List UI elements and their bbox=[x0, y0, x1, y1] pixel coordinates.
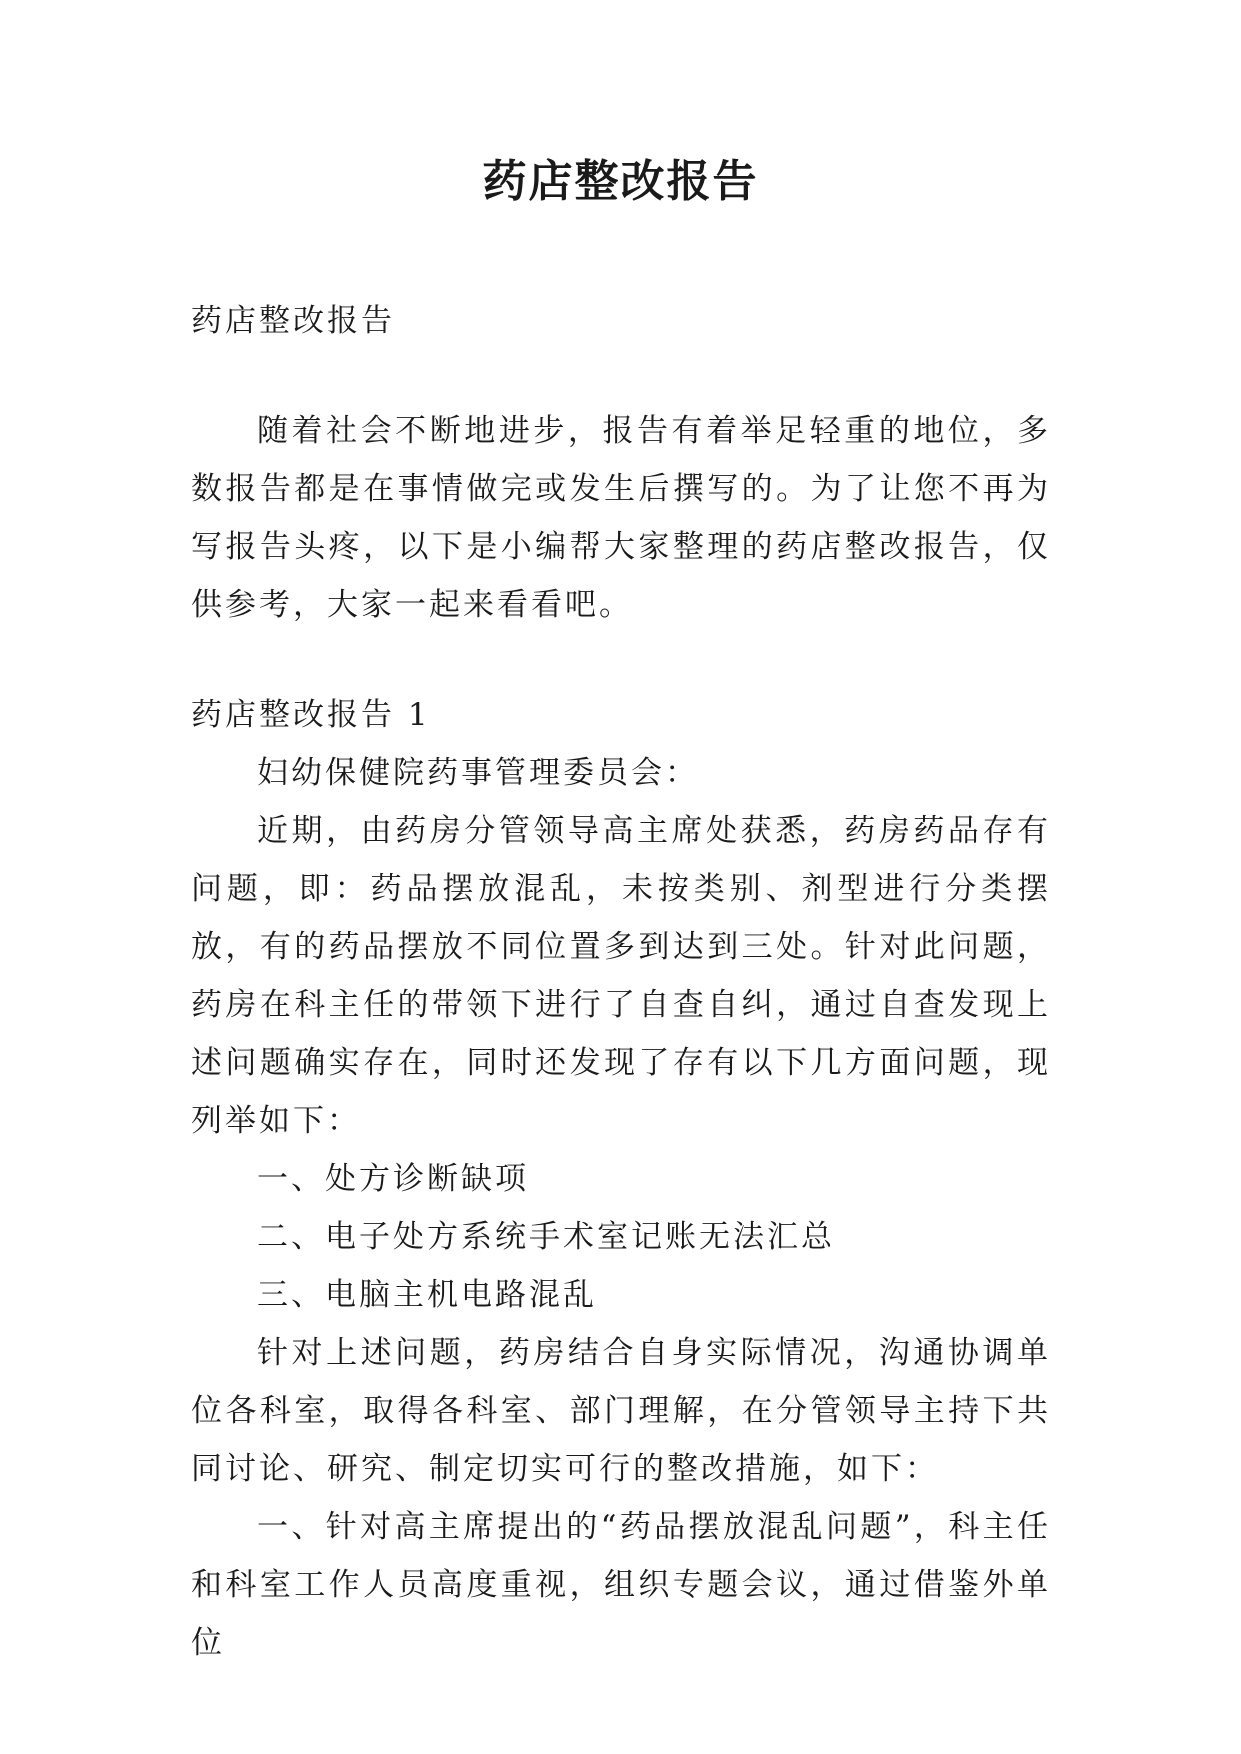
document-title: 药店整改报告 bbox=[482, 156, 759, 207]
section-heading: 药店整改报告 1 bbox=[191, 697, 431, 733]
document-subtitle: 药店整改报告 bbox=[191, 303, 395, 339]
body-paragraph: 针对上述问题，药房结合自身实际情况，沟通协调单位各科室，取得各科室、部门理解，在分管领导主持下共同讨论、研究、制定切实可行的整改措施，如下： bbox=[191, 1335, 1051, 1487]
body-paragraph: 一、针对高主席提出的“药品摆放混乱问题”，科主任和科室工作人员高度重视，组织专题会议，通过借鉴外单位 bbox=[191, 1509, 1051, 1661]
list-item: 三、电脑主机电路混乱 bbox=[257, 1277, 597, 1313]
document-body bbox=[191, 292, 1051, 1672]
list-item: 一、处方诊断缺项 bbox=[257, 1161, 529, 1197]
list-item: 二、电子处方系统手术室记账无法汇总 bbox=[257, 1219, 835, 1255]
body-paragraph: 妇幼保健院药事管理委员会： bbox=[257, 755, 699, 791]
body-paragraph: 近期，由药房分管领导高主席处获悉，药房药品存有问题，即：药品摆放混乱，未按类别、剂型进行分类摆放，有的药品摆放不同位置多到达到三处。针对此问题，药房在科主任的带领下进行了自查自纠，通过自查发现上述问题确实存在，同时还发现了存有以下几方面问题，现列举如下： bbox=[191, 813, 1051, 1139]
intro-paragraph: 随着社会不断地进步，报告有着举足轻重的地位，多数报告都是在事情做完或发生后撰写的。为了让您不再为写报告头疼，以下是小编帮大家整理的药店整改报告，仅供参考，大家一起来看看吧。 bbox=[191, 413, 1051, 623]
